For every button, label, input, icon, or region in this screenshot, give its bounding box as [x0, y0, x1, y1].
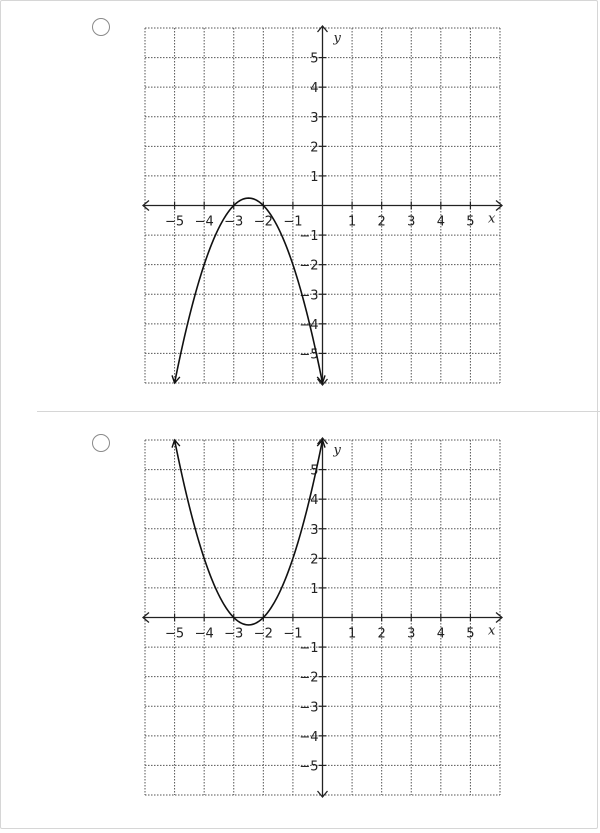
answer-option-2 [0, 412, 600, 824]
y-axis-label: y [333, 443, 341, 458]
y-tick-label: 1 [310, 169, 319, 185]
y-tick-label: −3 [299, 288, 319, 304]
x-tick-label: −3 [224, 214, 244, 230]
x-axis-label: x [488, 623, 496, 639]
y-tick-label: 1 [310, 581, 319, 597]
y-tick-label: −2 [299, 258, 319, 274]
x-tick-label: −1 [283, 214, 303, 230]
y-tick-label: −3 [299, 700, 319, 716]
y-tick-label: −2 [299, 670, 319, 686]
x-tick-label: 5 [466, 626, 475, 642]
y-tick-label: 4 [310, 81, 319, 97]
y-tick-label: 3 [310, 522, 319, 538]
y-tick-label: −1 [299, 641, 319, 657]
y-tick-label: −4 [299, 729, 319, 745]
y-tick-label: −4 [299, 317, 319, 333]
option-2-radio-button[interactable] [92, 434, 110, 452]
x-tick-label: 2 [377, 214, 386, 230]
option-1-radio-button[interactable] [92, 18, 110, 36]
answer-option-1 [0, 0, 600, 412]
x-axis-label: x [488, 211, 496, 227]
x-tick-label: 3 [407, 626, 416, 642]
y-tick-label: −1 [299, 229, 319, 245]
x-tick-label: 4 [436, 214, 445, 230]
x-tick-label: 5 [466, 214, 475, 230]
option-1-graph [130, 18, 510, 390]
y-tick-label: 5 [310, 463, 319, 479]
x-tick-label: −3 [224, 626, 244, 642]
parabola-curve [175, 440, 323, 625]
x-tick-label: −5 [164, 214, 185, 230]
x-tick-label: 1 [347, 214, 357, 230]
y-tick-label: 5 [310, 51, 319, 67]
x-tick-label: −2 [253, 626, 273, 642]
x-tick-label: −1 [283, 626, 303, 642]
x-tick-label: 4 [436, 626, 445, 642]
y-tick-label: 2 [310, 552, 319, 568]
x-tick-label: 3 [407, 214, 416, 230]
x-tick-label: −4 [194, 626, 214, 642]
x-tick-label: −5 [164, 626, 185, 642]
option-2-graph [130, 430, 510, 802]
y-tick-label: −5 [299, 347, 319, 363]
x-tick-label: −2 [253, 214, 273, 230]
x-tick-label: 2 [377, 626, 386, 642]
y-axis-label: y [333, 31, 341, 46]
y-tick-label: 3 [310, 110, 319, 126]
x-tick-label: 1 [347, 626, 357, 642]
x-tick-label: −4 [194, 214, 214, 230]
y-tick-label: 4 [310, 493, 319, 509]
y-tick-label: 2 [310, 140, 319, 156]
y-tick-label: −5 [299, 759, 319, 775]
